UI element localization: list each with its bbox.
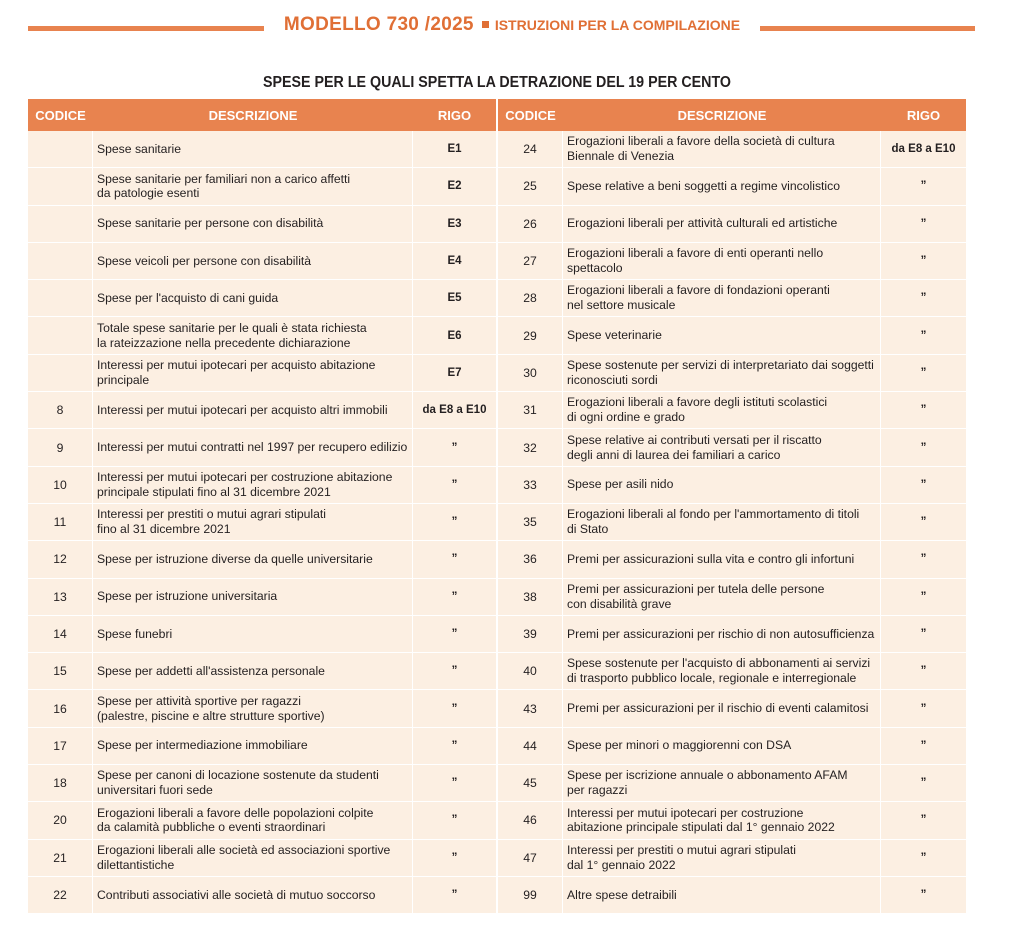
table-row	[498, 579, 966, 616]
table-row	[498, 131, 966, 168]
row-description: Spese per minori o maggiorenni con DSA	[567, 738, 792, 753]
row-description: Premi per assicurazioni per rischio di non autosufficienza	[567, 626, 875, 641]
row-description-cell	[93, 168, 413, 204]
table-row	[498, 690, 966, 727]
row-rigo: E3	[447, 217, 462, 230]
row-rigo: ”	[920, 329, 927, 342]
row-rigo: ”	[920, 590, 927, 603]
row-description-cell	[93, 877, 413, 913]
row-code: 30	[498, 355, 563, 391]
row-code: 43	[498, 690, 563, 726]
row-rigo: da E8 a E10	[891, 143, 956, 156]
row-description-cell	[563, 206, 881, 242]
row-rigo: ”	[920, 292, 927, 305]
col-code-header: CODICE	[35, 107, 86, 123]
row-rigo: ”	[920, 217, 927, 230]
row-description-cell	[93, 280, 413, 316]
table-row	[28, 206, 496, 243]
row-code: 17	[28, 728, 93, 764]
row-description: Spese relative ai contributi versati per il riscatto degli anni di laurea dei familiari a carico	[567, 432, 822, 462]
table-row	[28, 802, 496, 839]
row-code: 11	[28, 504, 93, 540]
row-description: Interessi per mutui ipotecari per acquisto abitazione principale	[97, 358, 376, 387]
row-code: 31	[498, 392, 563, 428]
row-description: Premi per assicurazioni sulla vita e contro gli infortuni	[567, 551, 855, 566]
row-rigo: E6	[447, 329, 462, 342]
row-code: 10	[28, 467, 93, 503]
row-rigo: ”	[920, 441, 927, 454]
table-row	[498, 616, 966, 653]
table-body	[28, 131, 496, 914]
row-description-cell	[93, 541, 413, 577]
row-description: Spese per attività sportive per ragazzi (palestre, piscine e altre strutture sportive)	[97, 693, 325, 723]
table-row	[498, 280, 966, 317]
square-bullet-icon	[482, 21, 489, 28]
table-row	[28, 429, 496, 466]
table-title: SPESE PER LE QUALI SPETTA LA DETRAZIONE DEL 19 PER CENTO	[262, 74, 732, 91]
row-rigo: ”	[451, 516, 458, 529]
row-code: 36	[498, 541, 563, 577]
table-row	[498, 467, 966, 504]
row-code	[28, 243, 93, 279]
table-row	[498, 877, 966, 914]
row-description-cell	[563, 392, 881, 428]
table-row	[28, 541, 496, 578]
row-description: Erogazioni liberali alle società ed associazioni sportive dilettantistiche	[97, 842, 391, 872]
row-code: 38	[498, 579, 563, 615]
table-row	[498, 541, 966, 578]
row-rigo: ”	[451, 889, 458, 902]
row-code: 20	[28, 802, 93, 838]
table-row	[28, 392, 496, 429]
row-description-cell	[93, 355, 413, 391]
row-description-cell	[563, 802, 881, 838]
col-rigo-header: RIGO	[906, 107, 941, 123]
row-rigo: ”	[451, 777, 458, 790]
col-code-header: CODICE	[505, 107, 556, 123]
row-code: 27	[498, 243, 563, 279]
row-rigo: ”	[451, 851, 458, 864]
row-code: 46	[498, 802, 563, 838]
row-description: Interessi per prestiti o mutui agrari stipulati fino al 31 dicembre 2021	[97, 507, 326, 537]
table-row	[498, 802, 966, 839]
row-code	[28, 206, 93, 242]
row-description-cell	[93, 429, 413, 465]
row-description: Erogazioni liberali a favore di fondazioni operanti nel settore musicale	[567, 283, 830, 313]
row-rigo: ”	[451, 628, 458, 640]
table-body	[498, 131, 966, 914]
row-code: 16	[28, 690, 93, 726]
row-description-cell	[563, 355, 881, 391]
row-code	[28, 317, 93, 353]
row-rigo: ”	[451, 478, 458, 491]
row-rigo: ”	[920, 814, 927, 827]
row-rigo: ”	[920, 739, 927, 752]
page-header	[0, 6, 1024, 46]
row-description-cell	[563, 541, 881, 577]
table-row	[498, 243, 966, 280]
row-description-cell	[93, 802, 413, 838]
row-description: Spese sanitarie per persone con disabilità	[97, 216, 324, 231]
row-code: 15	[28, 653, 93, 689]
row-description-cell	[563, 131, 881, 167]
row-rigo: ”	[920, 366, 927, 379]
row-rigo: ”	[920, 628, 927, 640]
row-description-cell	[93, 579, 413, 615]
row-description: Spese per asili nido	[567, 477, 674, 492]
row-rigo: ”	[920, 702, 927, 715]
row-code: 13	[28, 579, 93, 615]
table-row	[28, 690, 496, 727]
row-rigo: da E8 a E10	[422, 404, 487, 417]
row-description-cell	[563, 653, 881, 689]
row-description: Spese per l'acquisto di cani guida	[97, 290, 279, 305]
row-description: Spese per addetti all'assistenza personale	[97, 663, 325, 678]
header-rule-right	[760, 26, 975, 31]
row-description: Spese per istruzione universitaria	[97, 589, 278, 604]
row-rigo: ”	[920, 889, 927, 902]
row-description-cell	[563, 579, 881, 615]
table-header	[498, 99, 966, 131]
table-row	[28, 616, 496, 653]
table-row	[28, 355, 496, 392]
row-description-cell	[563, 616, 881, 652]
table-row	[28, 317, 496, 354]
table-row	[498, 317, 966, 354]
row-code: 8	[28, 392, 93, 428]
row-code: 45	[498, 765, 563, 801]
row-rigo: ”	[920, 553, 927, 566]
table-row	[498, 728, 966, 765]
row-code: 29	[498, 317, 563, 353]
row-code: 35	[498, 504, 563, 540]
row-description: Spese per intermediazione immobiliare	[97, 738, 308, 753]
row-code	[28, 131, 93, 167]
row-description: Interessi per prestiti o mutui agrari stipulati dal 1° gennaio 2022	[567, 842, 796, 872]
table-row	[28, 467, 496, 504]
row-description: Interessi per mutui ipotecari per costruzione abitazione principale stipulati fino al 31 dicembre 2021	[97, 469, 393, 499]
row-rigo: E4	[447, 255, 462, 268]
table-row	[28, 579, 496, 616]
row-rigo: ”	[451, 739, 458, 752]
row-description: Altre spese detraibili	[567, 887, 677, 902]
row-description-cell	[563, 317, 881, 353]
table-row	[28, 877, 496, 914]
table-row	[28, 280, 496, 317]
row-description-cell	[93, 765, 413, 801]
right-table	[498, 99, 966, 914]
row-description: Spese veterinarie	[567, 328, 662, 343]
row-rigo: ”	[920, 665, 927, 678]
row-description: Interessi per mutui ipotecari per acquisto altri immobili	[97, 402, 388, 417]
row-description: Erogazioni liberali a favore delle popolazioni colpite da calamità pubbliche o eventi straordinari	[97, 805, 374, 835]
row-description-cell	[563, 168, 881, 204]
table-row	[498, 429, 966, 466]
table-row	[28, 243, 496, 280]
row-code	[28, 280, 93, 316]
model-title: MODELLO 730 /2025	[283, 14, 474, 35]
row-code: 9	[28, 429, 93, 465]
table-row	[498, 765, 966, 802]
row-rigo: ”	[920, 516, 927, 529]
row-rigo: ”	[451, 665, 458, 678]
row-description: Erogazioni liberali al fondo per l'ammortamento di titoli di Stato	[567, 507, 860, 537]
row-description: Spese sostenute per l'acquisto di abbonamenti ai servizi di trasporto pubblico locale, regionale e interregionale	[567, 656, 871, 686]
table-header	[28, 99, 496, 131]
row-description-cell	[93, 317, 413, 353]
col-description-header: DESCRIZIONE	[208, 107, 298, 123]
header-title	[264, 14, 760, 36]
row-description-cell	[93, 467, 413, 503]
row-code: 25	[498, 168, 563, 204]
col-rigo-header: RIGO	[437, 107, 472, 123]
table-row	[498, 504, 966, 541]
row-rigo: ”	[920, 478, 927, 491]
table-row	[28, 653, 496, 690]
row-description: Spese per istruzione diverse da quelle universitarie	[97, 551, 373, 566]
row-description-cell	[93, 690, 413, 726]
row-description: Erogazioni liberali a favore della società di cultura Biennale di Venezia	[567, 134, 835, 164]
row-rigo: ”	[451, 814, 458, 827]
row-code	[28, 355, 93, 391]
row-code: 28	[498, 280, 563, 316]
row-description: Spese sanitarie per familiari non a carico affetti da patologie esenti	[97, 171, 351, 201]
row-code: 12	[28, 541, 93, 577]
row-description-cell	[93, 206, 413, 242]
row-rigo: ”	[451, 441, 458, 454]
row-code: 21	[28, 840, 93, 876]
row-description-cell	[93, 243, 413, 279]
row-rigo: ”	[920, 777, 927, 790]
row-code: 14	[28, 616, 93, 652]
row-description-cell	[93, 131, 413, 167]
table-row	[28, 840, 496, 877]
row-description: Spese veicoli per persone con disabilità	[97, 253, 312, 268]
row-description-cell	[93, 840, 413, 876]
row-rigo: ”	[451, 553, 458, 566]
row-rigo: E2	[447, 180, 462, 193]
row-rigo: E7	[447, 366, 462, 379]
row-description: Spese relative a beni soggetti a regime vincolistico	[567, 179, 841, 193]
table-row	[498, 840, 966, 877]
row-description-cell	[93, 392, 413, 428]
row-rigo: E5	[447, 292, 462, 305]
row-description: Erogazioni liberali a favore degli istituti scolastici di ogni ordine e grado	[567, 395, 828, 425]
header-subtitle: ISTRUZIONI PER LA COMPILAZIONE	[494, 17, 741, 33]
row-description: Spese sostenute per servizi di interpretariato dai soggetti riconosciuti sordi	[567, 358, 874, 387]
row-description-cell	[563, 280, 881, 316]
table-row	[28, 765, 496, 802]
table-row	[498, 206, 966, 243]
row-description: Premi per assicurazioni per tutela delle persone con disabilità grave	[567, 581, 825, 611]
row-description-cell	[563, 840, 881, 876]
row-description: Interessi per mutui ipotecari per costruzione abitazione principale stipulati dal 1° gennaio 2022	[567, 805, 835, 835]
row-description-cell	[563, 877, 881, 913]
row-description: Premi per assicurazioni per il rischio di eventi calamitosi	[567, 701, 869, 716]
row-code: 33	[498, 467, 563, 503]
row-description-cell	[93, 728, 413, 764]
row-description: Spese per iscrizione annuale o abbonamento AFAM per ragazzi	[567, 768, 848, 798]
row-description-cell	[563, 690, 881, 726]
row-rigo: ”	[920, 180, 927, 193]
row-rigo: E1	[447, 143, 462, 156]
row-code: 99	[498, 877, 563, 913]
row-code: 39	[498, 616, 563, 652]
row-description-cell	[563, 728, 881, 764]
row-description-cell	[563, 429, 881, 465]
row-description-cell	[563, 243, 881, 279]
table-row	[28, 168, 496, 205]
row-description: Spese sanitarie	[97, 141, 182, 156]
table-row	[498, 355, 966, 392]
table-row	[28, 131, 496, 168]
row-code: 26	[498, 206, 563, 242]
row-description: Erogazioni liberali a favore di enti operanti nello spettacolo	[567, 246, 824, 276]
row-description: Spese per canoni di locazione sostenute da studenti universitari fuori sede	[97, 768, 379, 798]
table-row	[498, 653, 966, 690]
row-description: Erogazioni liberali per attività culturali ed artistiche	[567, 216, 838, 231]
row-rigo: ”	[920, 404, 927, 417]
row-description-cell	[563, 504, 881, 540]
row-description: Interessi per mutui contratti nel 1997 per recupero edilizio	[97, 440, 408, 455]
row-code: 40	[498, 653, 563, 689]
table-row	[28, 504, 496, 541]
row-description-cell	[563, 765, 881, 801]
row-rigo: ”	[920, 255, 927, 268]
row-code: 22	[28, 877, 93, 913]
row-description: Spese funebri	[97, 626, 173, 641]
row-rigo: ”	[451, 702, 458, 715]
row-rigo: ”	[451, 590, 458, 603]
row-description-cell	[93, 616, 413, 652]
row-code: 24	[498, 131, 563, 167]
row-description-cell	[563, 467, 881, 503]
row-description: Contributi associativi alle società di mutuo soccorso	[97, 887, 376, 902]
row-code: 44	[498, 728, 563, 764]
left-table	[28, 99, 496, 914]
row-description-cell	[93, 653, 413, 689]
col-description-header: DESCRIZIONE	[677, 107, 767, 123]
row-rigo: ”	[920, 851, 927, 864]
header-rule-left	[28, 26, 264, 31]
row-code	[28, 168, 93, 204]
row-description-cell	[93, 504, 413, 540]
table-row	[28, 728, 496, 765]
table-row	[498, 392, 966, 429]
row-description: Totale spese sanitarie per le quali è stata richiesta la rateizzazione nella precedente dichiarazione	[97, 320, 367, 350]
row-code: 47	[498, 840, 563, 876]
row-code: 32	[498, 429, 563, 465]
table-row	[498, 168, 966, 205]
row-code: 18	[28, 765, 93, 801]
